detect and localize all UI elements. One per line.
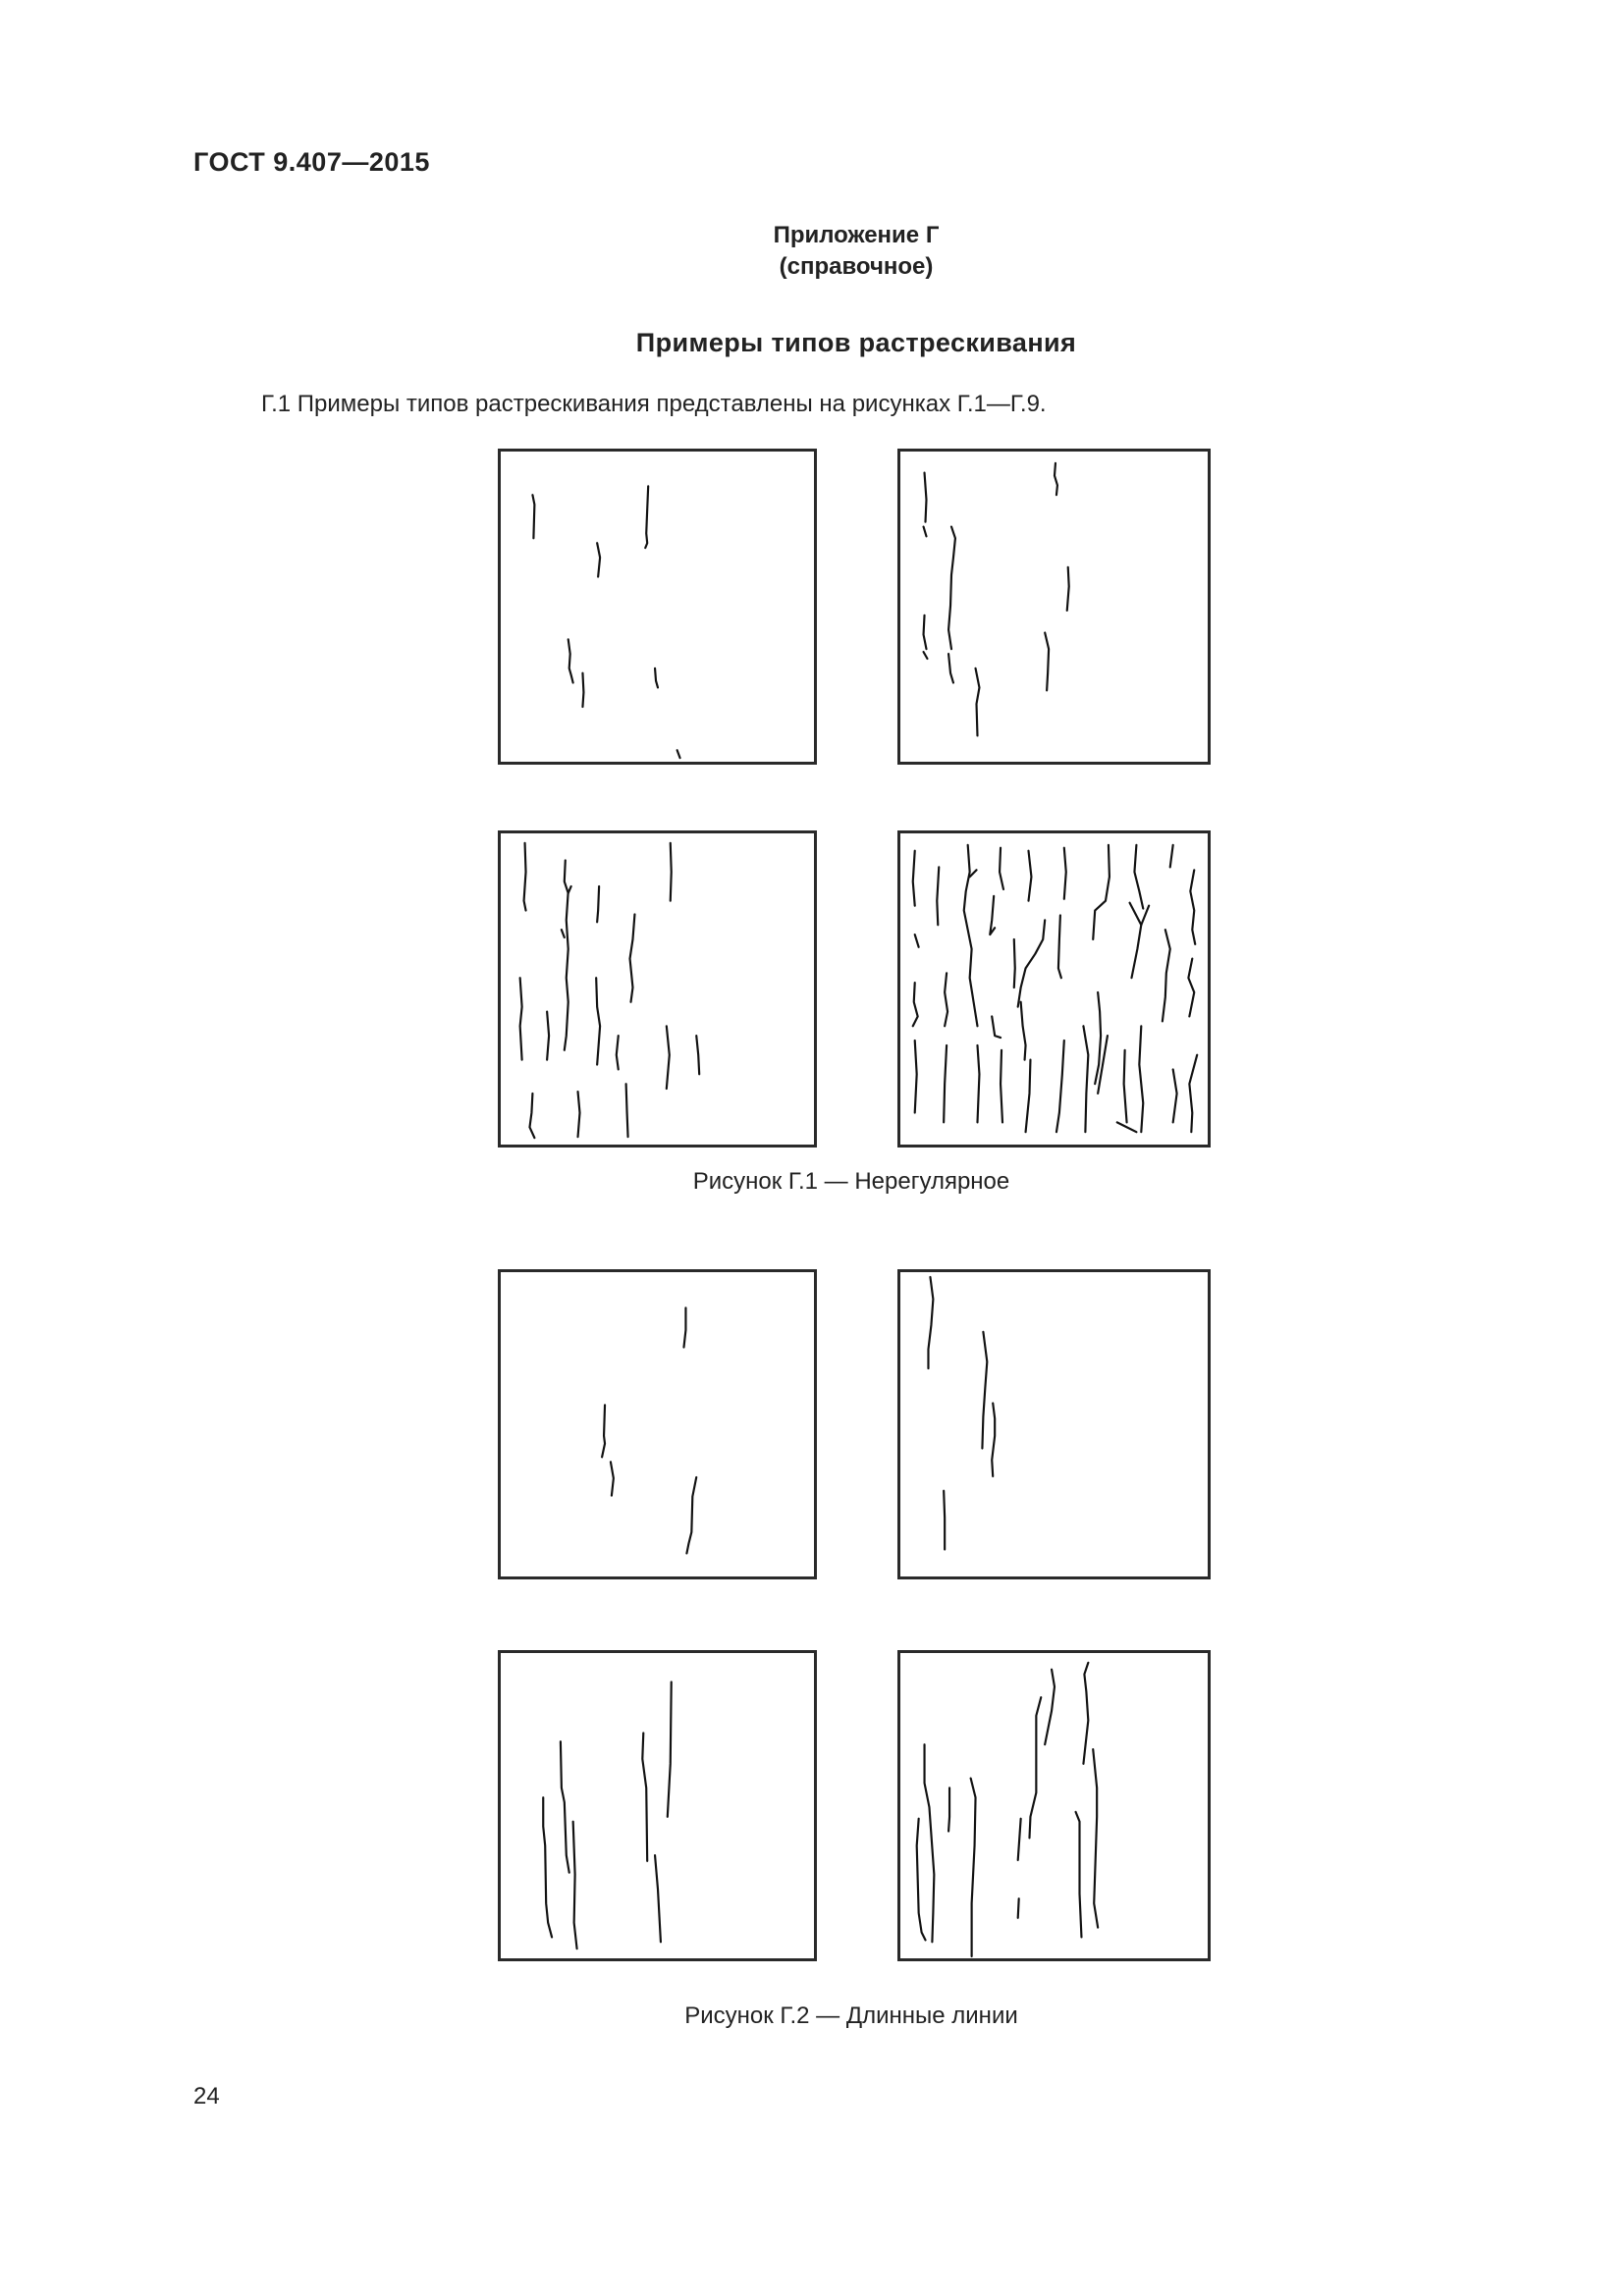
standard-code-header: ГОСТ 9.407—2015	[193, 147, 430, 177]
appendix-type: (справочное)	[779, 253, 934, 280]
crack-pattern-image	[501, 1272, 814, 1576]
crack-pattern-image	[900, 833, 1208, 1145]
figure-2-panel-1	[498, 1269, 817, 1579]
section-title: Примеры типов растрескивания	[635, 328, 1077, 357]
figure-1-panel-3	[498, 830, 817, 1148]
figure-2-panel-2	[897, 1269, 1211, 1579]
figure-2-panel-4	[897, 1650, 1211, 1961]
crack-pattern-image	[900, 1653, 1208, 1958]
page-number: 24	[193, 2083, 220, 2109]
crack-pattern-image	[501, 833, 814, 1145]
figure-2-panel-3	[498, 1650, 817, 1961]
figure-1-panel-2	[897, 449, 1211, 765]
crack-pattern-image	[501, 1653, 814, 1958]
figure-1-panel-4	[897, 830, 1211, 1148]
intro-paragraph: Г.1 Примеры типов растрескивания представлены на рисунках Г.1—Г.9.	[261, 391, 1047, 417]
figure-1-caption: Рисунок Г.1 — Нерегулярное	[692, 1168, 1010, 1195]
crack-pattern-image	[900, 452, 1208, 762]
figure-1-panel-1	[498, 449, 817, 765]
figure-2-caption: Рисунок Г.2 — Длинные линии	[684, 2002, 1018, 2029]
crack-pattern-image	[900, 1272, 1208, 1576]
crack-pattern-image	[501, 452, 814, 762]
appendix-title: Приложение Г	[773, 222, 940, 248]
